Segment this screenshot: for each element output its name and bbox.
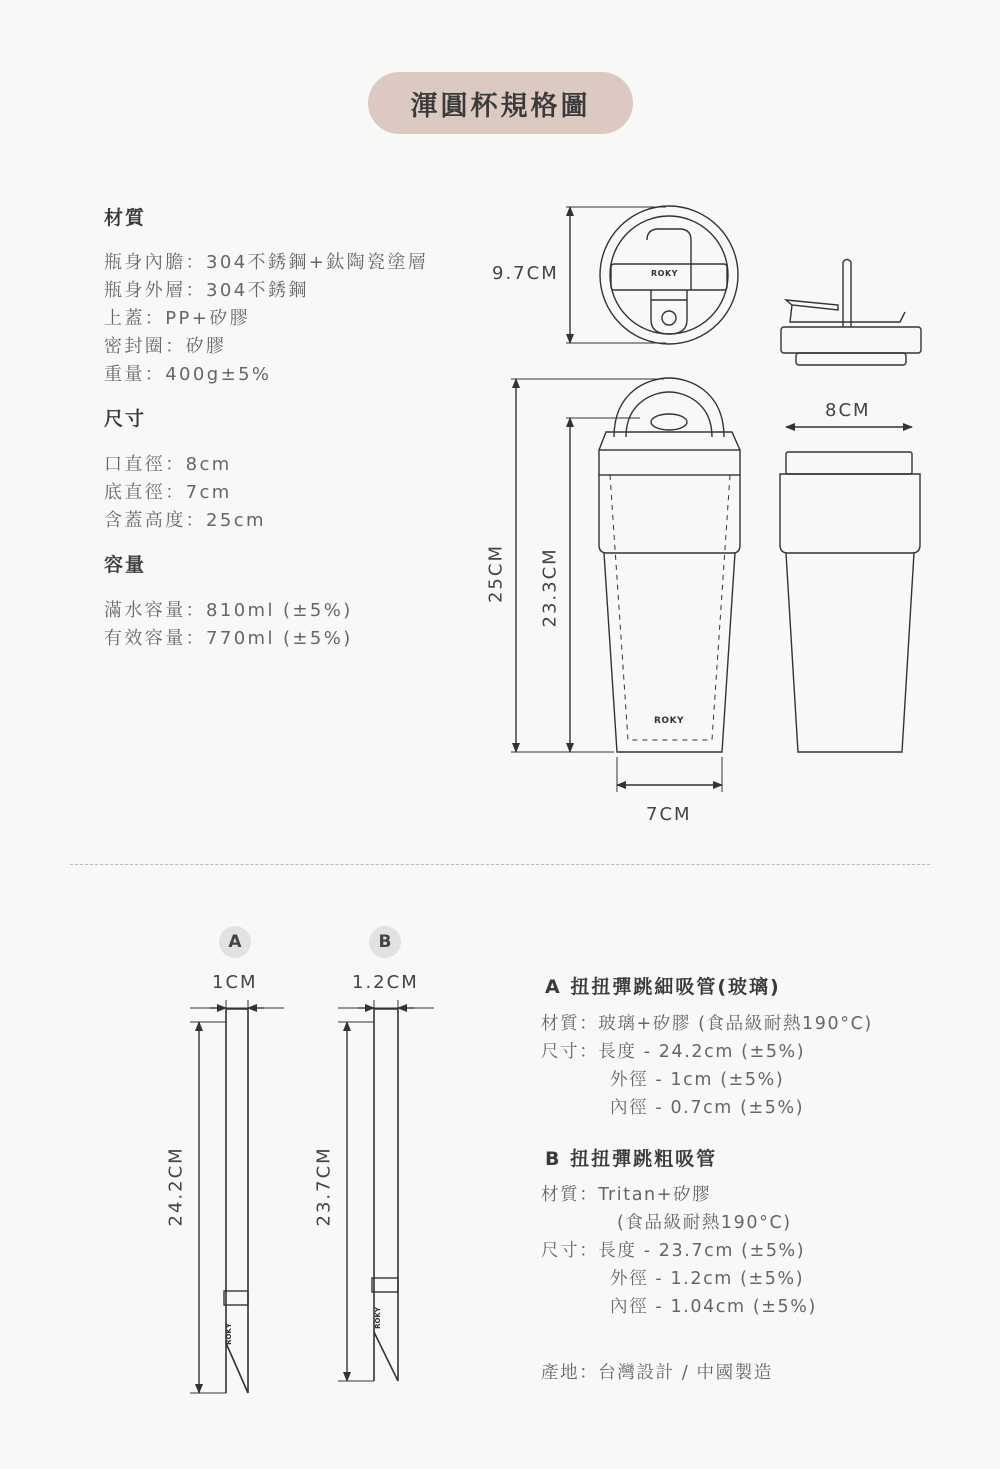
section-divider <box>70 864 930 865</box>
straw-a-brand-logo: ROKY <box>224 1323 233 1345</box>
straw-a-material: 材質：玻璃+矽膠 (食品級耐熱190°C) <box>541 1014 873 1034</box>
material-line: 密封圈：矽膠 <box>104 336 227 357</box>
straw-b-brand-logo: ROKY <box>373 1307 382 1329</box>
straw-a-outer: 外徑 - 1cm (±5%) <box>610 1070 785 1090</box>
straw-a-specs <box>541 1010 873 1122</box>
total-height-dim-label: 25CM <box>485 544 507 604</box>
mouth-dim-label: 8CM <box>825 400 871 421</box>
cup-side-view <box>780 452 920 752</box>
lid-side-view <box>781 260 921 366</box>
straw-b-length: 尺寸：長度 - 23.7cm (±5%) <box>541 1241 806 1261</box>
material-line: 重量：400g±5% <box>104 364 272 385</box>
page-title: 渾圓杯規格圖 <box>368 72 633 134</box>
straw-a-width-label: 1CM <box>212 972 258 993</box>
origin-text: 產地：台灣設計 / 中國製造 <box>541 1363 773 1383</box>
lid-brand-logo: ROKY <box>651 269 678 278</box>
straw-b-length-label: 23.7CM <box>313 1146 335 1227</box>
cup-front-view <box>599 378 740 752</box>
straw-b-material: 材質：Tritan+矽膠 <box>541 1185 712 1205</box>
straw-b-material-note: (食品級耐熱190°C) <box>617 1213 792 1233</box>
base-dim-label: 7CM <box>646 804 692 825</box>
size-line: 含蓋高度：25cm <box>104 510 266 531</box>
body-height-dim-label: 23.3CM <box>539 547 561 628</box>
size-line: 口直徑：8cm <box>104 454 232 475</box>
straw-a-length: 尺寸：長度 - 24.2cm (±5%) <box>541 1042 806 1062</box>
material-line: 上蓋：PP+矽膠 <box>104 308 250 329</box>
material-line: 瓶身內膽：304不銹鋼+鈦陶瓷塗層 <box>104 252 429 273</box>
lid-top-dim-label: 9.7CM <box>492 263 559 284</box>
straw-a-badge: A <box>219 926 251 958</box>
straw-a-inner: 內徑 - 0.7cm (±5%) <box>610 1098 805 1118</box>
straw-b-width-label: 1.2CM <box>352 972 419 993</box>
capacity-line: 滿水容量：810ml (±5%) <box>104 600 353 621</box>
straw-b-specs <box>541 1181 817 1321</box>
cup-brand-logo: ROKY <box>654 716 685 726</box>
straw-b-badge: B <box>369 926 401 958</box>
material-heading: 材質 <box>104 207 147 229</box>
straw-a-length-label: 24.2CM <box>165 1146 187 1227</box>
straw-b-outer: 外徑 - 1.2cm (±5%) <box>610 1269 805 1289</box>
straw-b-heading: B 扭扭彈跳粗吸管 <box>545 1148 718 1170</box>
size-line: 底直徑：7cm <box>104 482 232 503</box>
capacity-heading: 容量 <box>104 554 147 576</box>
capacity-line: 有效容量：770ml (±5%) <box>104 628 353 649</box>
size-heading: 尺寸 <box>104 408 147 430</box>
material-line: 瓶身外層：304不銹鋼 <box>104 280 309 301</box>
straw-a-heading: A 扭扭彈跳細吸管(玻璃) <box>545 976 781 998</box>
straw-b-inner: 內徑 - 1.04cm (±5%) <box>610 1297 817 1317</box>
